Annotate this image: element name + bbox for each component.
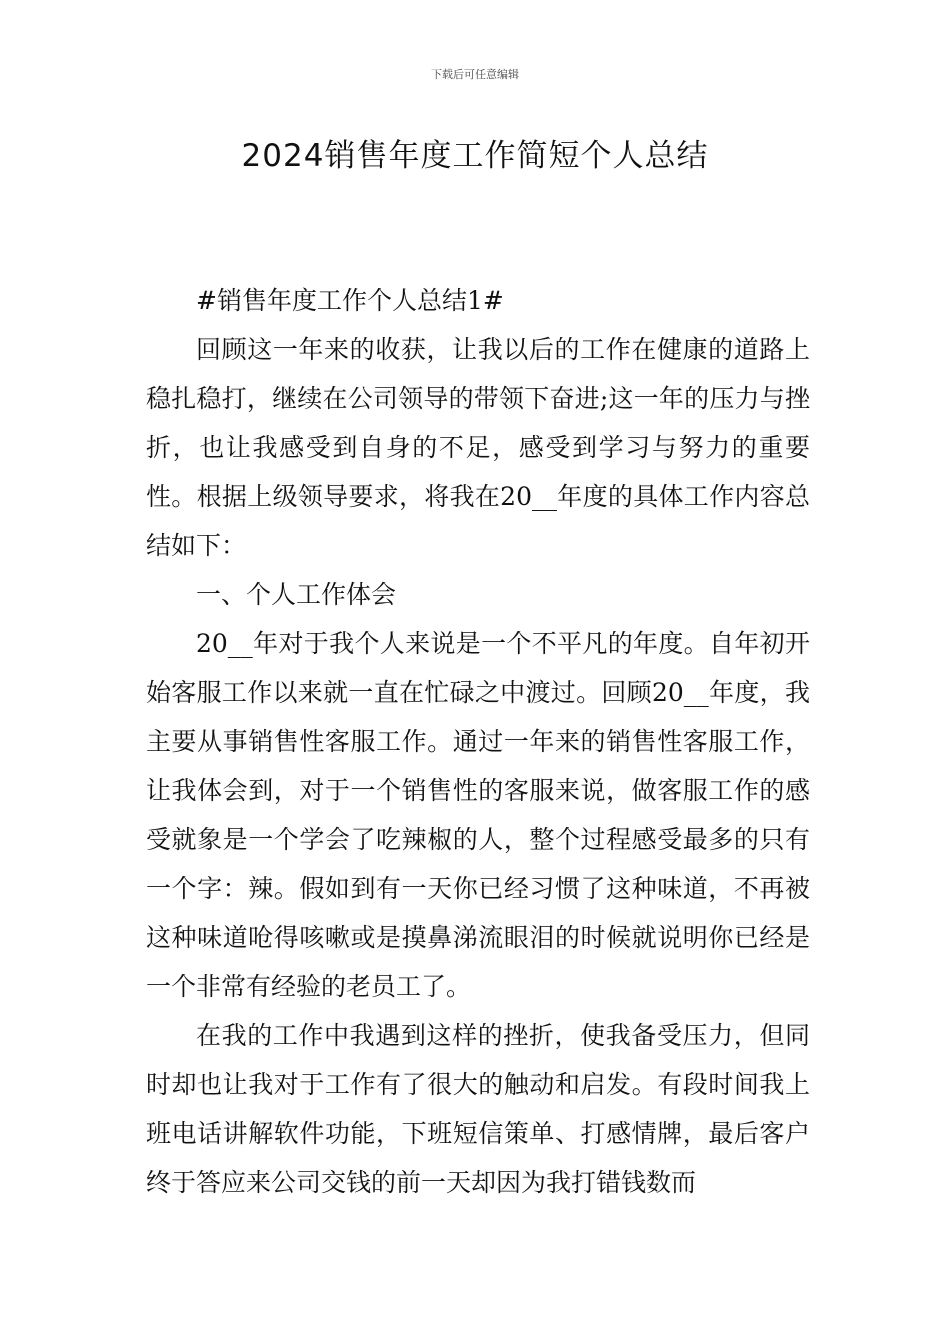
section-heading: #销售年度工作个人总结1# bbox=[196, 286, 504, 315]
document-body bbox=[146, 276, 810, 1207]
header-note: 下载后可任意编辑 bbox=[431, 68, 519, 81]
paragraph: 20__年对于我个人来说是一个不平凡的年度。自年初开始客服工作以来就一直在忙碌之中渡过。回顾20__年度，我主要从事销售性客服工作。通过一年来的销售性客服工作，让我体会到，对于一个销售性的客服来说，做客服工作的感受就象是一个学会了吃辣椒的人，整个过程感受最多的只有一个字：辣。假如到有一天你已经习惯了这种味道，不再被这种味道呛得咳嗽或是摸鼻涕流眼泪的时候就说明你已经是一个非常有经验的老员工了。 bbox=[146, 629, 810, 1001]
paragraph: 回顾这一年来的收获，让我以后的工作在健康的道路上稳扎稳打，继续在公司领导的带领下奋进;这一年的压力与挫折，也让我感受到自身的不足，感受到学习与努力的重要性。根据上级领导要求，将我在20__年度的具体工作内容总结如下： bbox=[146, 335, 810, 560]
document-title: 2024销售年度工作简短个人总结 bbox=[241, 138, 709, 174]
section-heading: 一、个人工作体会 bbox=[196, 580, 397, 609]
paragraph: 在我的工作中我遇到这样的挫折，使我备受压力，但同时却也让我对于工作有了很大的触动和启发。有段时间我上班电话讲解软件功能，下班短信策单、打感情牌，最后客户终于答应来公司交钱的前一天却因为我打错钱数而 bbox=[146, 1021, 810, 1197]
